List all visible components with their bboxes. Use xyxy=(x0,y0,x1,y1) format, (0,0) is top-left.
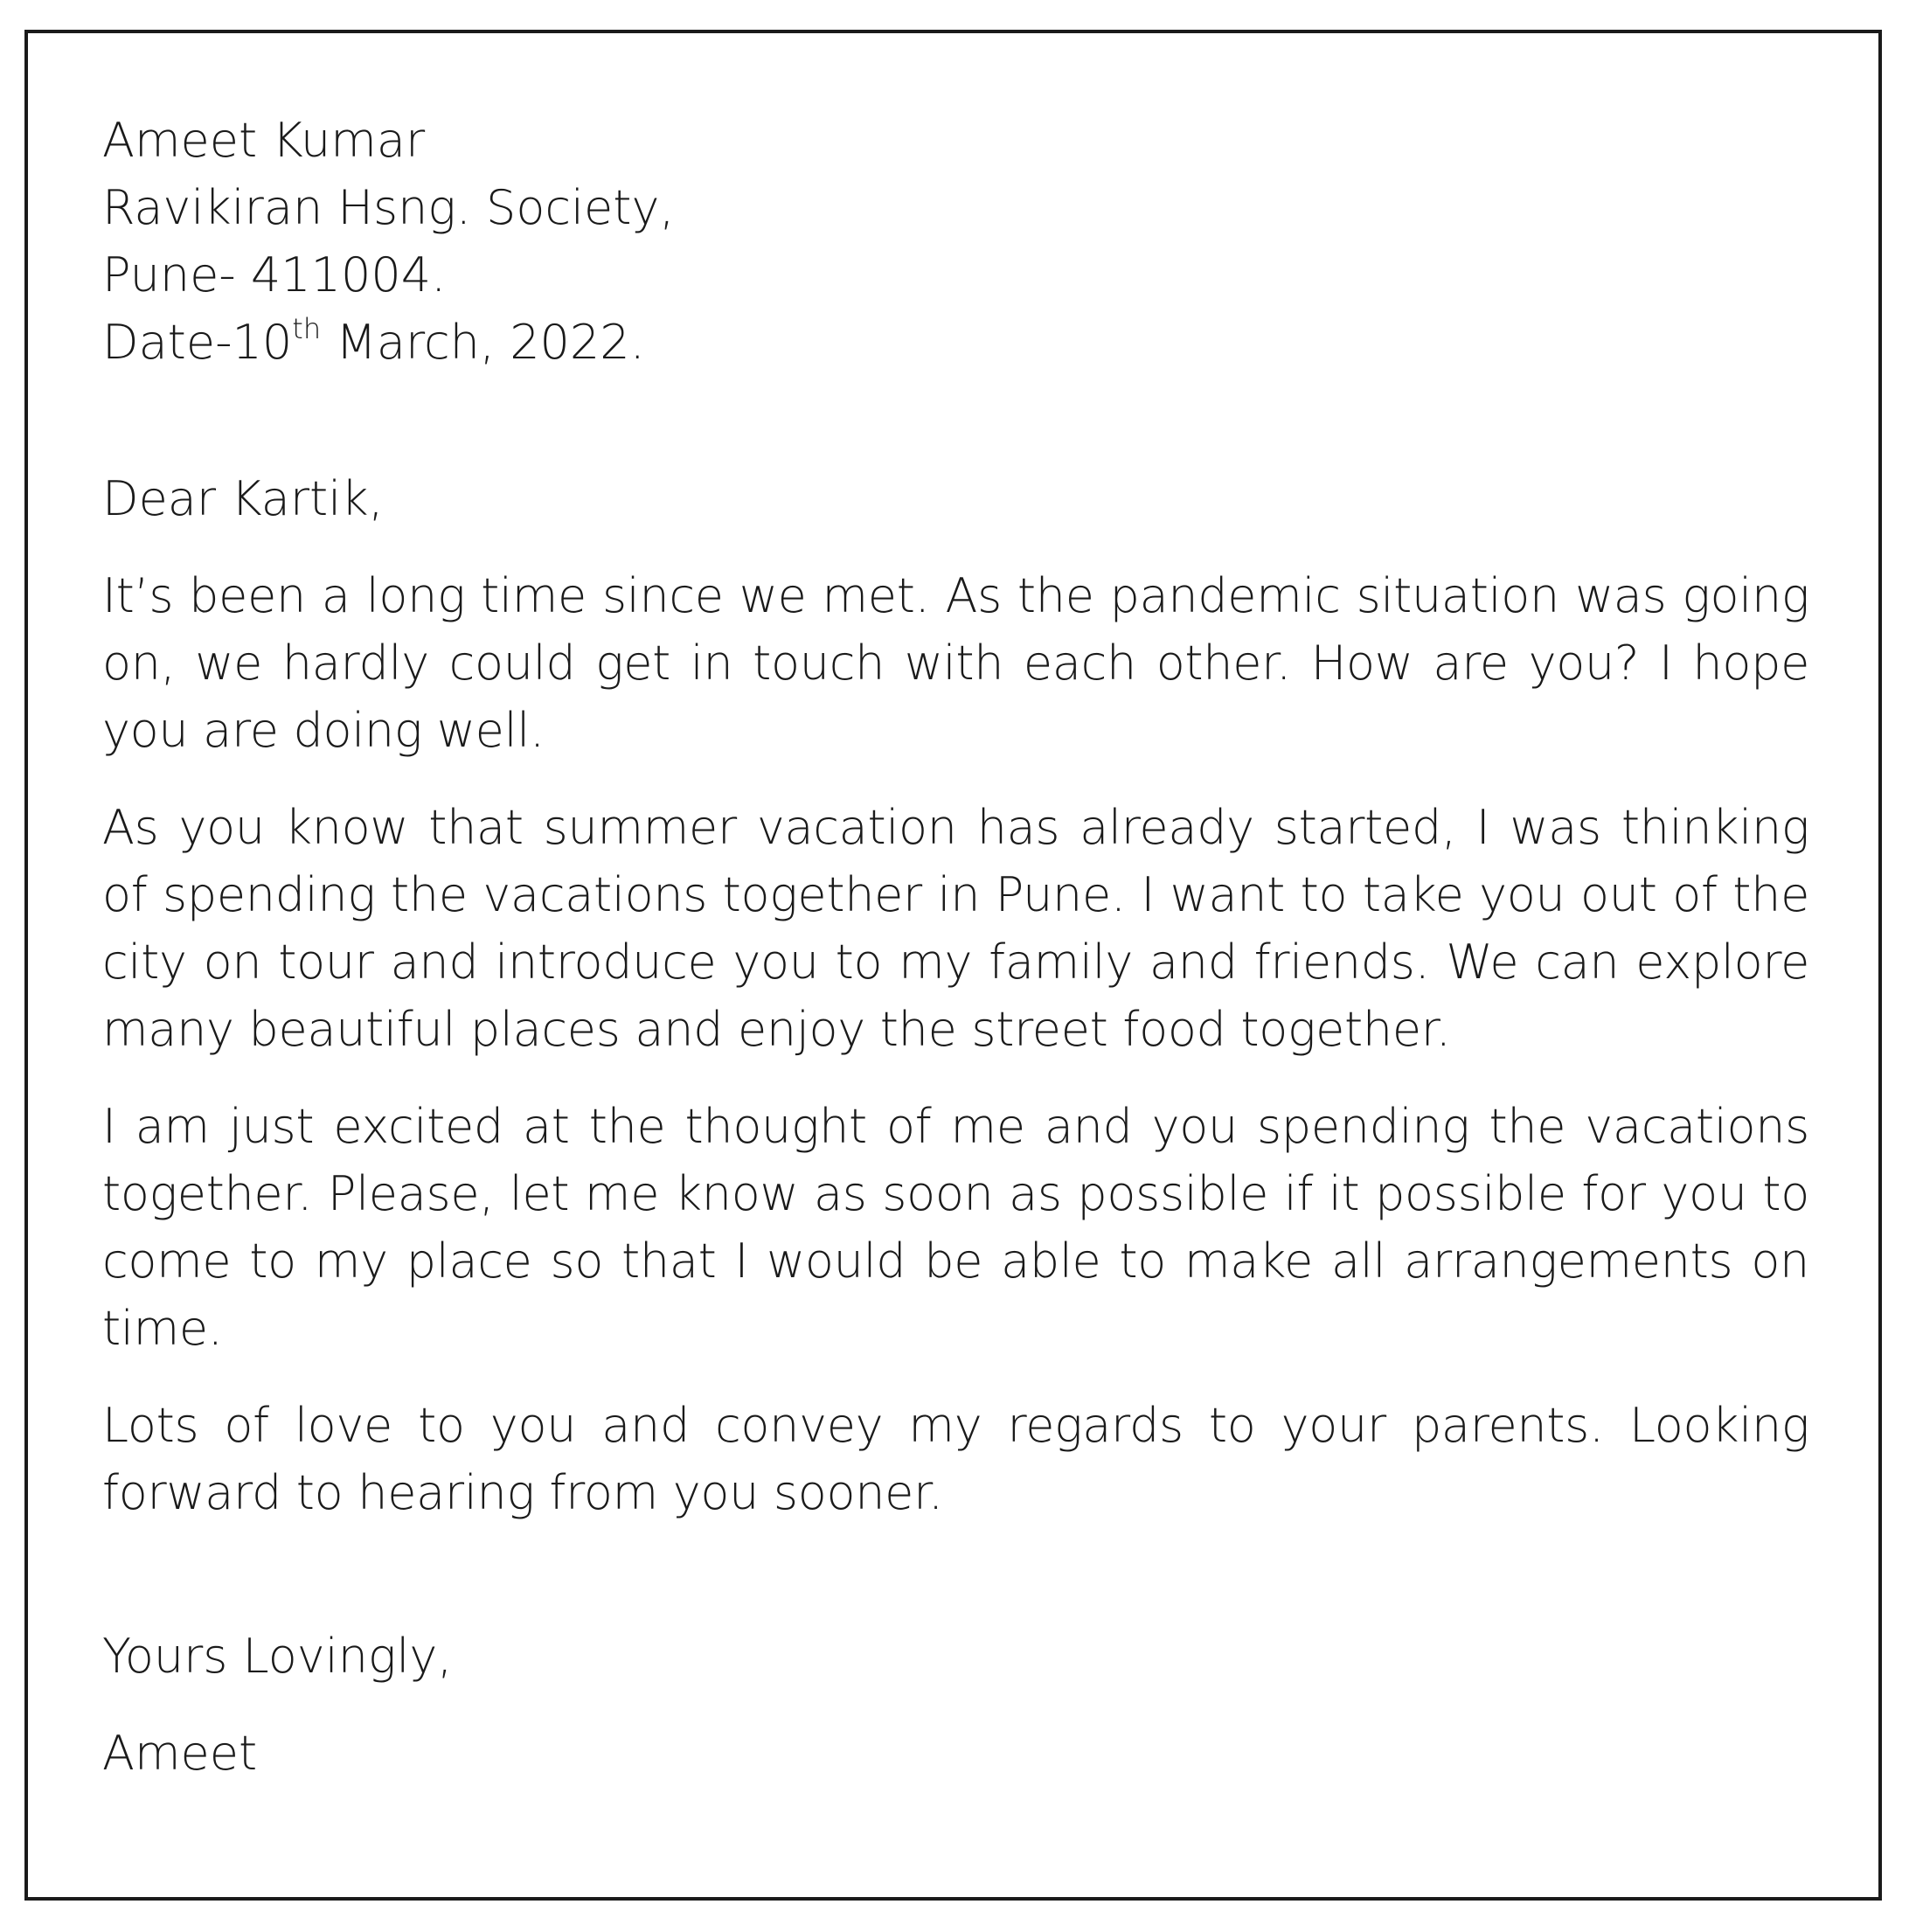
body-paragraph-2: As you know that summer vacation has already started, I was thinking of spending the vacations together in Pune. I want to take you out of the city on tour and introduce you to my family and friends. We can explore many beautiful places and enjoy the street food together. xyxy=(102,800,1809,1057)
sender-address-line-1: Ravikiran Hsng. Society, xyxy=(102,180,675,235)
sender-name: Ameet Kumar xyxy=(102,113,426,168)
letter-date xyxy=(102,309,1809,376)
signature: Ameet xyxy=(102,1726,258,1781)
letter-border xyxy=(24,30,1882,1901)
salutation: Dear Kartik, xyxy=(102,471,384,526)
body-paragraph-1: It’s been a long time since we met. As the pandemic situation was going on, we hardly could get in touch with each other. How are you? I hope you are doing well. xyxy=(102,568,1809,758)
date-suffix: March, 2022. xyxy=(321,315,645,370)
letter-content xyxy=(102,107,1809,1787)
sender-address-line-2: Pune- 411004. xyxy=(102,247,447,302)
date-prefix: Date-10 xyxy=(102,315,293,370)
date-ordinal-suffix: th xyxy=(292,312,322,345)
body-paragraph-4: Lots of love to you and convey my regards to your parents. Looking forward to hearing from you sooner. xyxy=(102,1398,1809,1520)
sender-address-block xyxy=(102,107,1809,376)
body-paragraph-3: I am just excited at the thought of me and you spending the vacations together. Please, let me know as soon as possible if it possible for you to come to my place so that I would be able to make all arrangements on time. xyxy=(102,1099,1809,1356)
closing: Yours Lovingly, xyxy=(102,1629,453,1684)
